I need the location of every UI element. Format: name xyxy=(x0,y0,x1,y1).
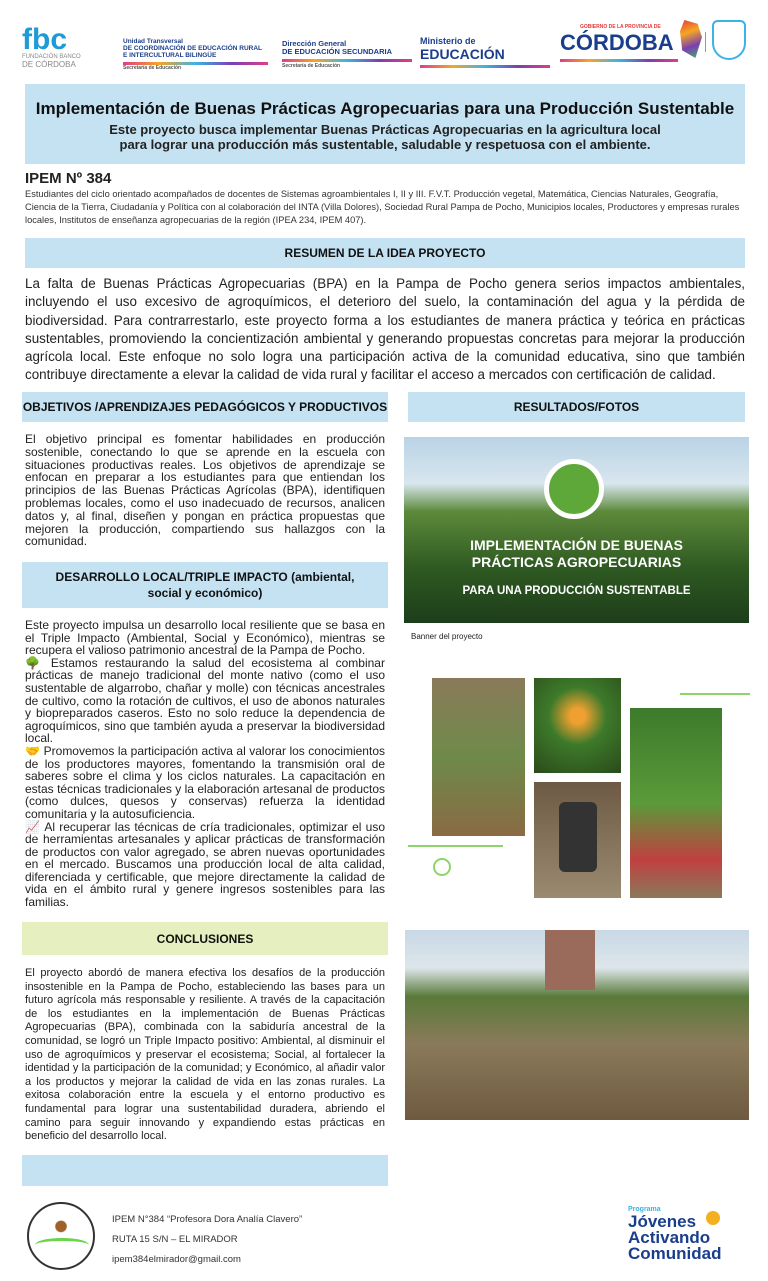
title-box xyxy=(25,84,745,164)
school-description: Estudiantes del ciclo orientado acompañados de docentes de Sistemas agroambientales I, II y III. F.V.T. Producción vegetal, Matemática, Ciencias Naturales, Geografía, Ciencia de la Tierra, Ciudadanía y Política con al colaboración del INTA (Villa Dolores), Sociedad Rural Pampa de Pocho, Municipios locales, Productores y empresas rurales locales, Institutos de enseñanza agropecuarias de la región (IPEA 234, IPEM 407). xyxy=(25,189,740,225)
jovenes-activando-logo: Programa Jóvenes Activando Comunidad xyxy=(628,1206,722,1263)
decor-circle xyxy=(433,858,451,876)
photo-flowers xyxy=(534,678,621,773)
conclusiones-heading: CONCLUSIONES xyxy=(22,922,388,955)
school-name: IPEM Nº 384 xyxy=(25,170,112,187)
resumen-heading: RESUMEN DE LA IDEA PROYECTO xyxy=(25,238,745,268)
project-banner-image xyxy=(404,437,749,623)
subtitle: Este proyecto busca implementar Buenas Prácticas Agropecuarias en la agricultura local xyxy=(109,122,661,137)
resumen-text: La falta de Buenas Prácticas Agropecuarias (BPA) en la Pampa de Pocho genera serios impactos ambientales, incluyendo el uso excesivo de agroquímicos, el deterioro del suelo, la contaminación del agua y la pérdida de biodiversidad. Para contrarrestarlo, este proyecto forma a los estudiantes de manera práctica y teórica en prácticas sustentables, promoviendo la concientización ambiental y generando propuestas concretas para mejorar la producción agrícola local. Este enfoque no solo logra una participación activa de la comunidad educativa, sino que también contribuye directamente a elevar la calidad de vida rural y facilitar el acceso a mercados con certificación de calidad. xyxy=(25,276,745,383)
footer-email[interactable]: ipem384elmirador@gmail.com xyxy=(112,1254,241,1265)
photo-students-working-field xyxy=(405,930,749,1120)
resultados-heading: RESULTADOS/FOTOS xyxy=(408,392,745,422)
desarrollo-text xyxy=(25,619,385,909)
objetivos-heading: OBJETIVOS /APRENDIZAJES PEDAGÓGICOS Y PRODUCTIVOS xyxy=(22,392,388,422)
banner-caption: Banner del proyecto xyxy=(411,632,483,641)
fbc-logo: fbc FUNDACIÓN BANCO DE CÓRDOBA xyxy=(22,23,81,69)
conclusiones-text: El proyecto abordó de manera efectiva los desafíos de la producción insostenible en la Pampa de Pocho, estableciendo las bases para un futuro agrícola más responsable y resiliente. A través de la capacitación de los estudiantes en la implementación de Buenas Prácticas Agropecuarias (BPA), combinada con la sabiduría ancestral de la comunidad, se logró un Triple Impacto positivo: Ambiental, al disminuir el uso de agroquímicos y preservar el ecosistema; Social, al fortalecer la identidad y la participación de la comunidad; y Económico, al añadir valor a los productos y mejorar la calidad de vida en las zonas rurales. La exitosa colaboración entre la escuela y el entorno productivo es fundamental para lograr una sustentabilidad duradera, abriendo el camino para seguir innovando y expandiendo estas prácticas en beneficio del desarrollo local. xyxy=(25,967,385,1143)
banner-title: PRÁCTICAS AGROPECUARIAS xyxy=(471,554,682,570)
footer-school-name: IPEM N°384 “Profesora Dora Analía Clavero” xyxy=(112,1214,303,1225)
cordoba-map-icon xyxy=(680,20,702,58)
divider xyxy=(705,32,706,52)
recycle-icon xyxy=(544,459,604,519)
chart-up-icon: 📈 xyxy=(25,819,41,834)
handshake-icon: 🤝 xyxy=(25,743,41,758)
empty-bar xyxy=(22,1155,388,1186)
footer-address: RUTA 15 S/N – EL MIRADOR xyxy=(112,1234,238,1245)
photo-sensor-device xyxy=(534,782,621,898)
school-seal-logo xyxy=(27,1202,95,1270)
crest-icon xyxy=(712,20,746,60)
direccion-secundaria-logo: Dirección General DE EDUCACIÓN SECUNDARIA Secretaría de Educación xyxy=(282,40,412,70)
subtitle: para lograr una producción más sustentable, saludable y respetuosa con el ambiente. xyxy=(119,137,651,152)
photo-garden xyxy=(630,708,722,898)
desarrollo-economico: 📈 Al recuperar las técnicas de cría tradicionales, optimizar el uso de herramientas artesanales y aplicar prácticas de transformación de productos con valor agregado, se abren nuevas oportunidades en el mercado. Buscamos una producción local de alta calidad, diferenciada y certificable, que mejore directamente la calidad de vida en el ámbito rural y genere ingresos sostenibles para las familias. xyxy=(25,819,385,910)
page-title: Implementación de Buenas Prácticas Agropecuarias para una Producción Sustentable xyxy=(35,99,735,118)
ministerio-educacion-logo: Ministerio de EDUCACIÓN xyxy=(420,36,550,68)
objetivos-text: El objetivo principal es fomentar habilidades en producción sostenible, conectando lo que se aprende en la escuela con situaciones productivas reales. Los objetivos de aprendizaje se enfocan en preparar a los estudiantes para que entiendan los principios de las Buenas Prácticas Agrícolas (BPA), identifiquen problemas locales, como el uso inadecuado de recursos, analicen datos y, al final, diseñen y pongan en práctica propuestas que mejoren la producción, compartiendo sus hallazgos con la comunidad. xyxy=(25,432,385,549)
desarrollo-social: 🤝 Promovemos la participación activa al valorar los conocimientos de los productores mayores, fomentando la transmisión oral de saberes sobre el clima y los ciclos naturales. La capacitación en estas técnicas tradicionales y la elaboración artesanal de productos (como dulces, quesos y conservas) refuerza la identidad comunitaria y la autosuficiencia. xyxy=(25,743,385,821)
banner-subtitle: PARA UNA PRODUCCIÓN SUSTENTABLE xyxy=(462,585,691,597)
decor-line xyxy=(408,845,503,847)
decor-line xyxy=(680,693,750,695)
desarrollo-intro: Este proyecto impulsa un desarrollo local resiliente que se basa en el Triple Impacto (Ambiental, Social y Económico), mientras se recupera el valioso patrimonio ancestral de la Pampa de Pocho. xyxy=(25,618,385,658)
tree-icon: 🌳 xyxy=(25,655,44,670)
cordoba-logo: GOBIERNO DE LA PROVINCIA DE CÓRDOBA xyxy=(560,24,678,62)
photo-students-planting xyxy=(432,678,525,836)
unidad-transversal-logo: Unidad Transversal DE COORDINACIÓN DE EDUCACIÓN RURAL E INTERCULTURAL BILINGÜE Secretaría de Educación xyxy=(123,38,268,72)
desarrollo-heading: DESARROLLO LOCAL/TRIPLE IMPACTO (ambiental, social y económico) xyxy=(22,562,388,608)
banner-title: IMPLEMENTACIÓN DE BUENAS xyxy=(470,537,683,553)
desarrollo-ambiental: 🌳 Estamos restaurando la salud del ecosistema al combinar prácticas de manejo tradicional del monte nativo (como el uso sustentable de algarrobo, chañar y molle) con técnicas ancestrales de cultivo, como la rotación de cultivos, el uso de abonos naturales y biopreparados caseros. Esto no solo reduce la dependencia de agroquímicos, sino que también ayuda a preservar la biodiversidad local. xyxy=(25,655,385,746)
